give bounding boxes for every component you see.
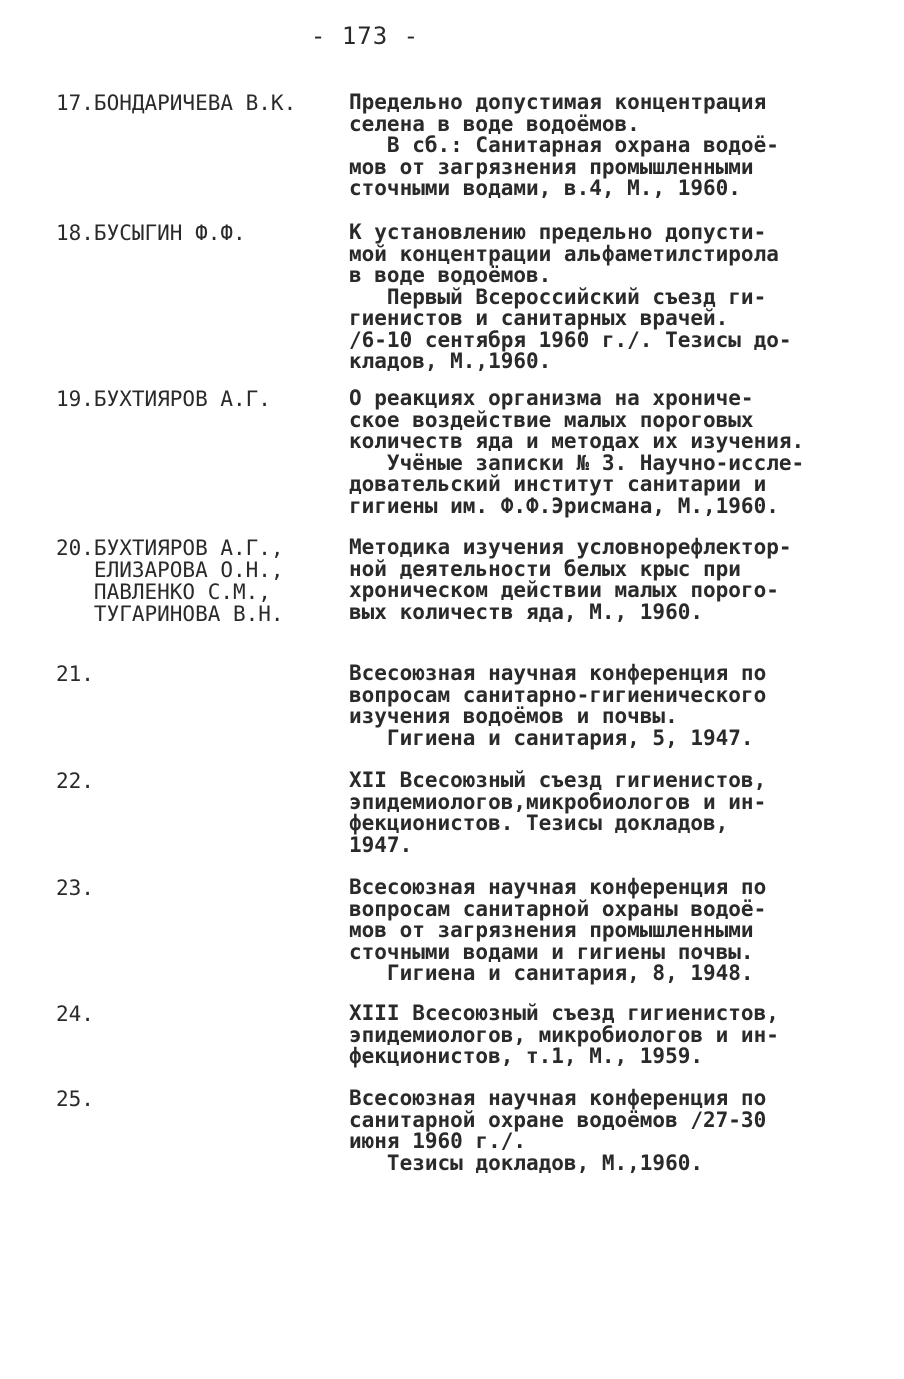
entry-authors [56, 663, 94, 685]
reference-line: XIII Всесоюзный съезд гигиенистов, [349, 1001, 779, 1025]
reference-line: фекционистов, т.1, М., 1959. [349, 1044, 704, 1068]
reference-line: Всесоюзная научная конференция по [349, 1086, 767, 1110]
reference-line: довательский институт санитарии и [349, 472, 767, 496]
author-line: 19.БУХТИЯРОВ А.Г. [56, 387, 271, 411]
reference-line: Гигиена и санитария, 5, 1947. [349, 725, 754, 750]
author-line: 21. [56, 662, 94, 686]
author-line: 22. [56, 769, 94, 793]
reference-line: В сб.: Санитарная охрана водоё- [349, 133, 779, 157]
reference-line: июня 1960 г./. [349, 1129, 527, 1153]
entry-authors [56, 1003, 94, 1025]
reference-line: фекционистов. Тезисы докладов, [349, 811, 729, 835]
entry-reference [349, 1088, 869, 1174]
reference-line: санитарной охране водоёмов /27-30 [349, 1107, 767, 1132]
reference-line: эпидемиологов,микробиологов и ин- [349, 789, 767, 814]
reference-line: мов от загрязнения промышленными [349, 918, 754, 942]
reference-line: Первый Всероссийский съезд ги- [349, 284, 767, 309]
reference-line: О реакциях организма на хрониче- [349, 386, 754, 410]
reference-line: в воде водоёмов. [349, 263, 552, 287]
reference-line: XII Всесоюзный съезд гигиенистов, [349, 768, 767, 792]
author-line: 18.БУСЫГИН Ф.Ф. [56, 221, 246, 245]
reference-line: ское воздействие малых пороговых [349, 407, 754, 432]
reference-line: Предельно допустимая концентрация [349, 90, 767, 114]
entry-authors [56, 770, 94, 792]
entry-authors [56, 92, 296, 114]
author-line: ПАВЛЕНКО С.М., [56, 580, 271, 604]
reference-line: вопросам санитарно-гигиенического [349, 682, 767, 707]
reference-line: вопросам санитарной охраны водоё- [349, 896, 767, 921]
reference-line: Тезисы докладов, М.,1960. [349, 1150, 704, 1175]
entry-reference [349, 877, 869, 985]
reference-line: мой концентрации альфаметилстирола [349, 241, 779, 266]
reference-line: кладов, М.,1960. [349, 349, 552, 373]
entry-reference [349, 92, 869, 200]
author-line: 24. [56, 1002, 94, 1026]
reference-line: Всесоюзная научная конференция по [349, 875, 767, 899]
reference-line: сточными водами и гигиены почвы. [349, 939, 754, 964]
reference-line: селена в воде водоёмов. [349, 111, 640, 136]
reference-line: количеств яда и методах их изучения. [349, 429, 805, 453]
reference-line: Методика изучения условнорефлектор- [349, 535, 792, 559]
entry-reference [349, 770, 869, 856]
reference-line: сточными водами, в.4, М., 1960. [349, 176, 741, 200]
reference-line: изучения водоёмов и почвы. [349, 704, 678, 728]
author-line: 25. [56, 1087, 94, 1111]
reference-line: Всесоюзная научная конференция по [349, 661, 767, 685]
page-number: - 173 - [310, 22, 420, 50]
reference-line: /6-10 сентября 1960 г./. Тезисы до- [349, 327, 792, 352]
entry-reference [349, 1003, 869, 1068]
author-line: 23. [56, 876, 94, 900]
reference-line: хроническом действии малых порого- [349, 578, 779, 602]
author-line: 17.БОНДАРИЧЕВА В.К. [56, 91, 297, 115]
reference-line: эпидемиологов, микробиологов и ин- [349, 1022, 779, 1047]
reference-line: ной деятельности белых крыс при [349, 556, 741, 581]
reference-line: вых количеств яда, М., 1960. [349, 599, 704, 624]
reference-line: Гигиена и санитария, 8, 1948. [349, 961, 754, 985]
reference-line: 1947. [349, 832, 413, 857]
entry-authors [56, 388, 271, 410]
reference-line: мов от загрязнения промышленными [349, 154, 754, 179]
reference-line: Учёные записки № 3. Научно-иссле- [349, 450, 805, 475]
reference-line: гигиены им. Ф.Ф.Эрисмана, М.,1960. [349, 493, 779, 518]
entry-authors [56, 222, 246, 244]
entry-reference [349, 663, 869, 749]
entry-reference [349, 388, 869, 517]
entry-authors [56, 1088, 94, 1110]
entry-authors [56, 877, 94, 899]
entry-authors [56, 537, 284, 625]
reference-line: гиенистов и санитарных врачей. [349, 306, 729, 330]
entry-reference [349, 537, 869, 623]
author-line: ТУГАРИНОВА В.Н. [56, 602, 284, 626]
author-line: ЕЛИЗАРОВА О.Н., [56, 558, 284, 582]
reference-line: К установлению предельно допусти- [349, 220, 767, 244]
author-line: 20.БУХТИЯРОВ А.Г., [56, 536, 284, 560]
entry-reference [349, 222, 869, 373]
